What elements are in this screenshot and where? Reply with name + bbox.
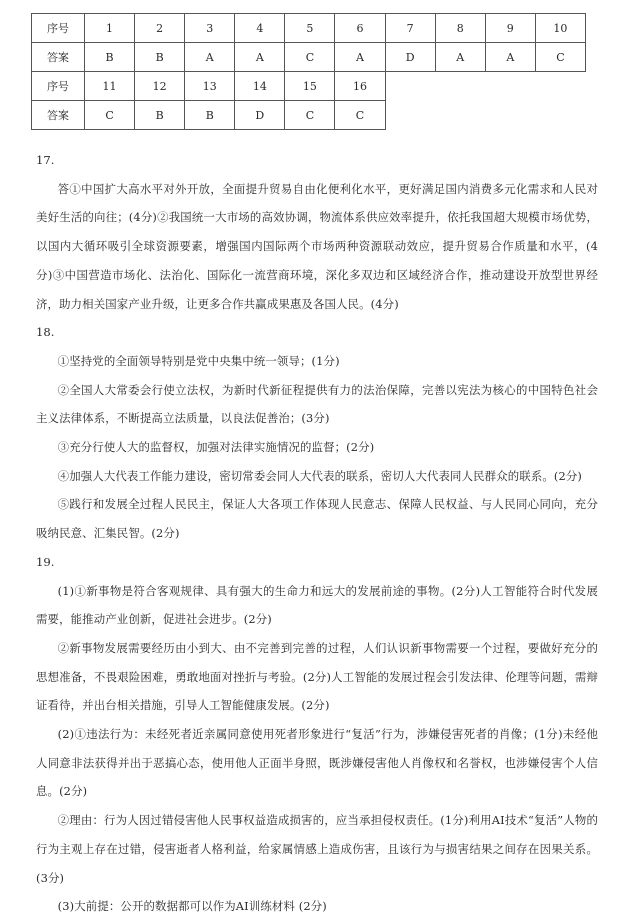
answer-paragraph: (1)①新事物是符合客观规律、具有强大的生命力和远大的发展前途的事物。(2分)人工智能符合时代发展需要，能推动产业创新，促进社会进步。(2分) [36,583,598,627]
table-cell: 13 [185,72,235,101]
table-cell: B [85,43,135,72]
table-cell: 15 [285,72,335,101]
answer-paragraph: ④加强人大代表工作能力建设，密切常委会同人大代表的联系，密切人大代表同人民群众的联系。(2分) [57,468,583,483]
table-cell: 5 [285,14,335,43]
table-row [32,72,586,101]
answer-paragraph: (3)大前提：公开的数据都可以作为AI训练材料 (2分) [57,899,327,914]
table-row [32,43,586,72]
table-cell: 12 [135,72,185,101]
table-header-cell: 答案 [32,43,85,72]
table-cell: B [135,101,185,130]
table-cell: 2 [135,14,185,43]
table-cell: C [335,101,385,130]
answer-paragraph: 答①中国扩大高水平对外开放，全面提升贸易自由化便利化水平，更好满足国内消费多元化需求和人民对美好生活的向往；(4分)②我国统一大市场的高效协调，物流体系供应效率提升，依托我国超大规模市场优势，以国内大循环吸引全球资源要素，增强国内国际两个市场两种资源联动效应，提升贸易合作质量和水平，(4分)③中国营造市场化、法治化、国际化一流营商环境，深化多双边和区域经济合作，推动建设开放型世界经济，助力相关国家产业升级，让更多合作共赢成果惠及各国人民。(4分) [36,181,598,311]
table-cell: 3 [185,14,235,43]
table-cell: 9 [485,14,535,43]
table-header-cell: 序号 [32,14,85,43]
answer-paragraph: ②理由：行为人因过错侵害他人民事权益造成损害的，应当承担侵权责任。(1分)利用AI技术“复活”人物的行为主观上存在过错，侵害逝者人格利益，给家属情感上造成伤害，且该行为与损害结果之间存在因果关系。(3分) [36,813,598,885]
table-cell: D [385,43,435,72]
table-cell: A [335,43,385,72]
table-empty-area [385,72,585,130]
question-number: 17. [36,153,55,167]
table-cell: 4 [235,14,285,43]
table-cell: 1 [85,14,135,43]
question-number: 19. [36,554,55,569]
table-cell: D [235,101,285,130]
question-number: 18. [36,325,55,340]
answer-paragraph: ②全国人大常委会行使立法权，为新时代新征程提供有力的法治保障，完善以宪法为核心的中国特色社会主义法律体系，不断提高立法质量，以良法促善治；(3分) [36,382,598,426]
answer-paragraph: ①坚持党的全面领导特别是党中央集中统一领导；(1分) [57,353,340,368]
table-cell: A [485,43,535,72]
table-cell: A [185,43,235,72]
table-cell: A [235,43,285,72]
table-cell: 6 [335,14,385,43]
table-header-cell: 答案 [32,101,85,130]
table-cell: 10 [535,14,585,43]
table-cell: C [285,43,335,72]
answer-paragraph: ③充分行使人大的监督权，加强对法律实施情况的监督；(2分) [57,440,375,455]
table-cell: A [435,43,485,72]
table-cell: 14 [235,72,285,101]
table-header-cell: 序号 [32,72,85,101]
answer-table [31,13,586,130]
table-cell: 11 [85,72,135,101]
table-cell: C [535,43,585,72]
answer-content [36,146,598,921]
answer-paragraph: ②新事物发展需要经历由小到大、由不完善到完善的过程，人们认识新事物需要一个过程，要做好充分的思想准备，不畏艰险困难，勇敢地面对挫折与考验。(2分)人工智能的发展过程会引发法律、伦理等问题，需辩证看待，并出台相关措施，引导人工智能健康发展。(2分) [36,640,598,713]
answer-paragraph: (2)①违法行为：未经死者近亲属同意使用死者形象进行“复活”行为，涉嫌侵害死者的肖像；(1分)未经他人同意非法获得并出于恶搞心态，使用他人正面半身照，既涉嫌侵害他人肖像权和名誉权，也涉嫌侵害个人信息。(2分) [36,727,598,799]
table-row [32,14,586,43]
table-cell: B [135,43,185,72]
table-cell: 16 [335,72,385,101]
table-cell: C [285,101,335,130]
table-cell: C [85,101,135,130]
table-cell: 8 [435,14,485,43]
table-cell: B [185,101,235,130]
table-cell: 7 [385,14,435,43]
answer-paragraph: ⑤践行和发展全过程人民民主，保证人大各项工作体现人民意志、保障人民权益、与人民同心同向，充分吸纳民意、汇集民智。(2分) [36,497,598,541]
